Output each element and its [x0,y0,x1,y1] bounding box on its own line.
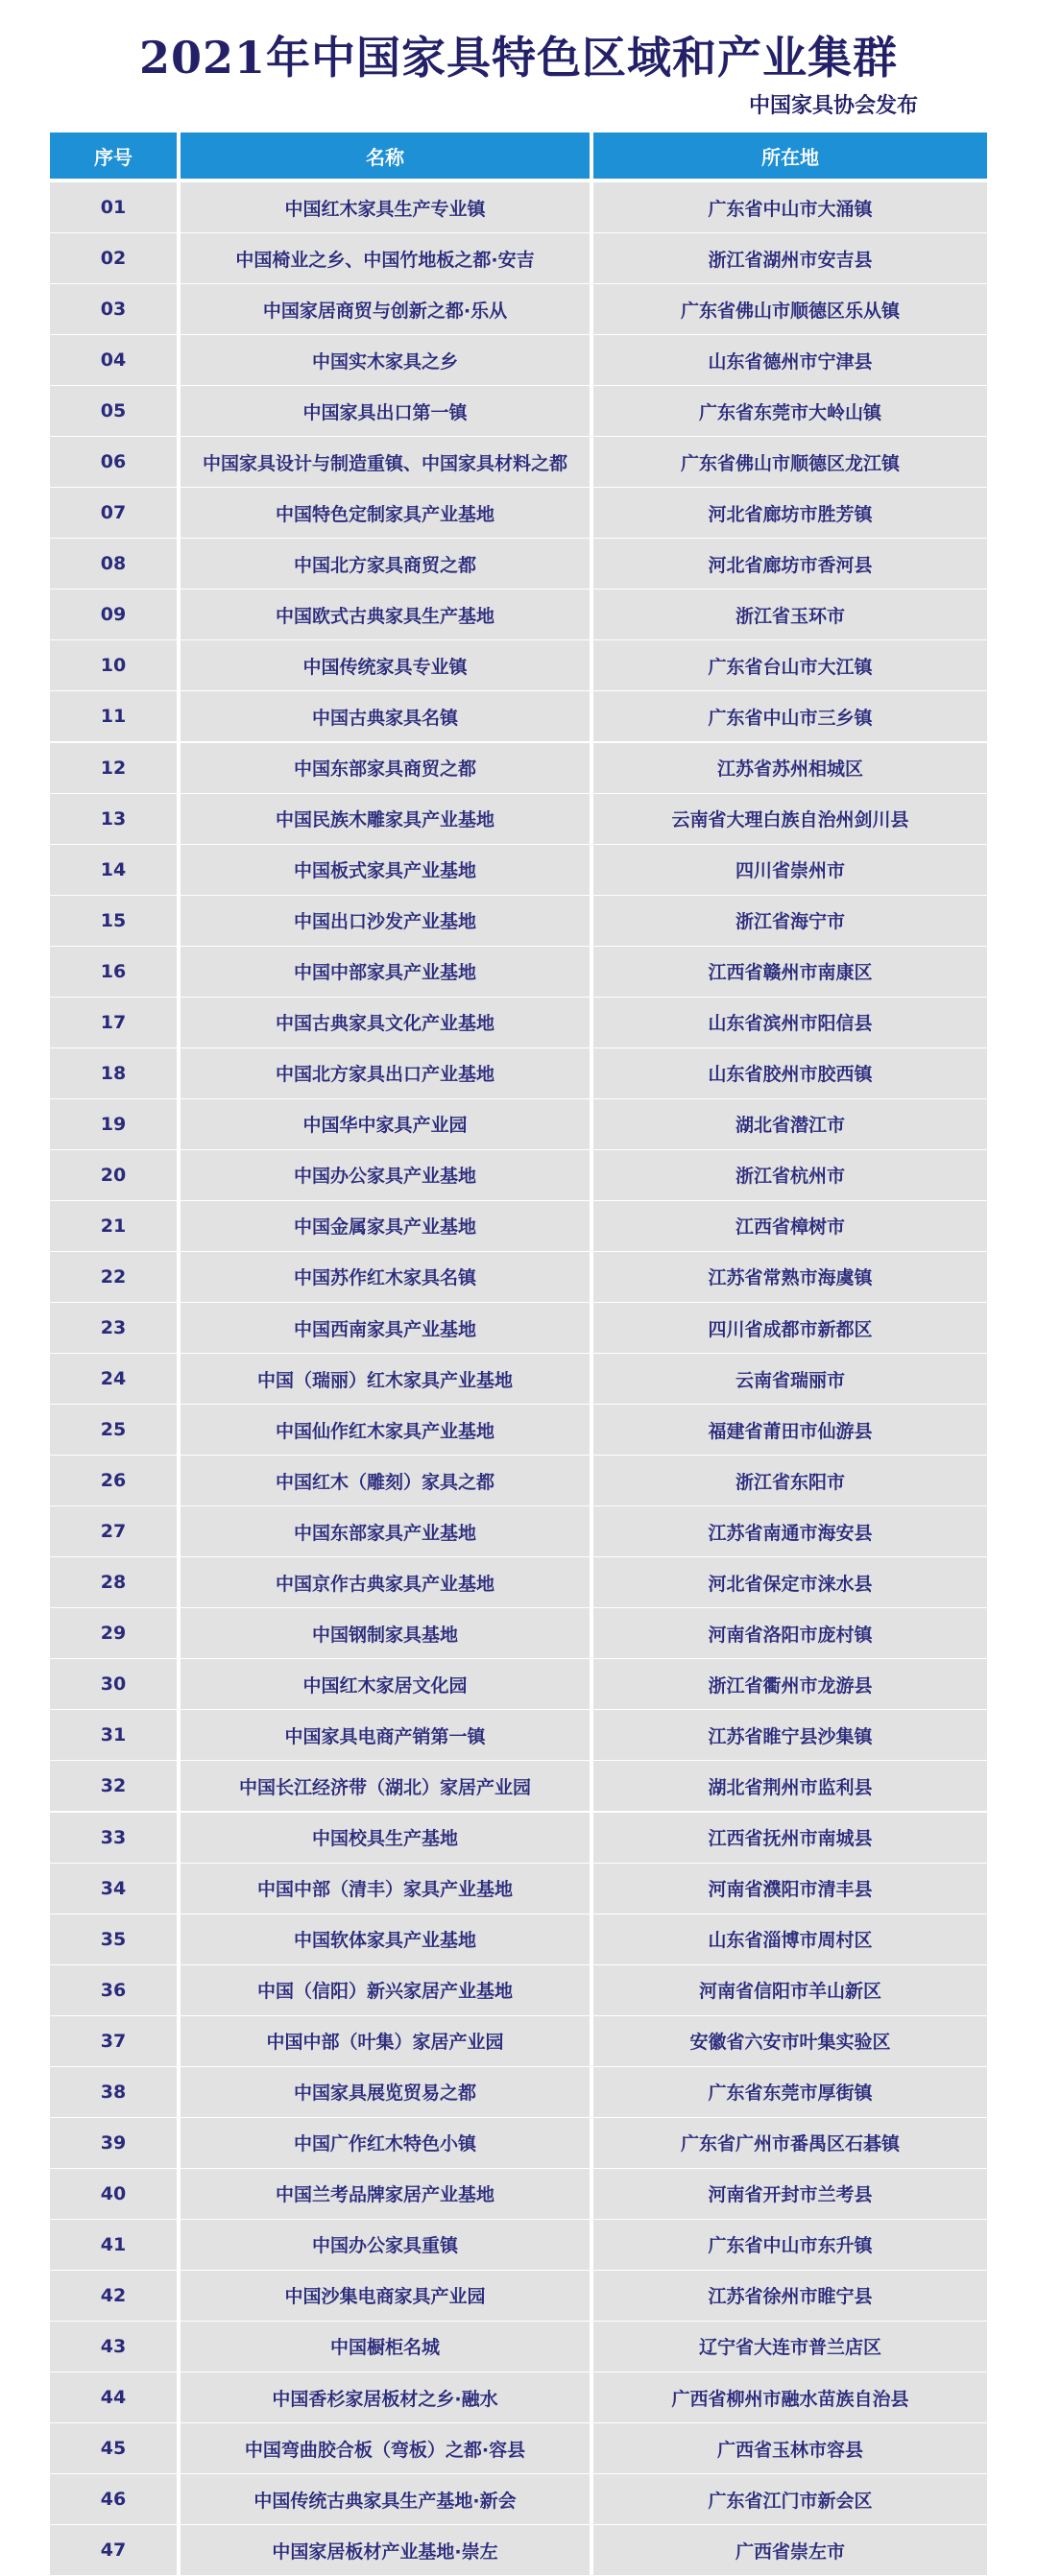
row-index: 15 [50,896,177,946]
table-body [50,182,987,2575]
table-row [50,386,987,436]
row-location: 河南省洛阳市庞村镇 [593,1608,987,1658]
row-name: 中国古典家具名镇 [181,691,590,741]
row-location: 广东省中山市大涌镇 [593,182,987,232]
row-index: 08 [50,539,177,589]
row-location: 山东省胶州市胶西镇 [593,1048,987,1098]
row-index: 45 [50,2423,177,2473]
row-location: 云南省大理白族自治州剑川县 [593,794,987,844]
row-name: 中国传统家具专业镇 [181,640,590,690]
row-location: 广东省广州市番禺区石碁镇 [593,2118,987,2168]
row-location: 云南省瑞丽市 [593,1354,987,1404]
row-location: 广东省江门市新会区 [593,2474,987,2524]
row-index: 38 [50,2067,177,2117]
table-row [50,896,987,946]
row-name: 中国金属家具产业基地 [181,1201,590,1251]
row-name: 中国北方家具出口产业基地 [181,1048,590,1098]
row-location: 浙江省杭州市 [593,1150,987,1200]
row-name: 中国弯曲胶合板（弯板）之都·容县 [181,2423,590,2473]
table-row [50,284,987,334]
row-index: 03 [50,284,177,334]
table-row [50,1506,987,1556]
row-name: 中国红木家具生产专业镇 [181,182,590,232]
table-row [50,1150,987,1200]
table-row [50,1761,987,1811]
row-location: 江苏省苏州相城区 [593,743,987,793]
row-name: 中国椅业之乡、中国竹地板之都·安吉 [181,233,590,283]
table-row [50,845,987,895]
row-name: 中国钢制家具基地 [181,1608,590,1658]
table-row [50,998,987,1047]
row-name: 中国兰考品牌家居产业基地 [181,2169,590,2219]
row-location: 湖北省潜江市 [593,1099,987,1149]
publisher-label: 中国家具协会发布 [748,94,918,118]
row-name: 中国办公家具重镇 [181,2220,590,2270]
row-index: 47 [50,2525,177,2575]
table-row [50,743,987,793]
table-row [50,590,987,639]
row-name: 中国家具电商产销第一镇 [181,1710,590,1760]
row-index: 27 [50,1506,177,1556]
row-location: 河南省开封市兰考县 [593,2169,987,2219]
row-index: 14 [50,845,177,895]
table-row [50,488,987,538]
row-location: 江西省赣州市南康区 [593,947,987,997]
row-name: 中国中部（清丰）家具产业基地 [181,1864,590,1914]
row-name: 中国传统古典家具生产基地·新会 [181,2474,590,2524]
row-name: 中国民族木雕家具产业基地 [181,794,590,844]
row-location: 浙江省东阳市 [593,1456,987,1505]
row-location: 广西省崇左市 [593,2525,987,2575]
row-location: 河南省濮阳市清丰县 [593,1864,987,1914]
row-name: 中国香杉家居板材之乡·融水 [181,2372,590,2422]
table-row [50,1048,987,1098]
row-location: 安徽省六安市叶集实验区 [593,2016,987,2066]
row-location: 广东省佛山市顺德区乐从镇 [593,284,987,334]
row-location: 江苏省徐州市睢宁县 [593,2271,987,2321]
row-name: 中国家居板材产业基地·崇左 [181,2525,590,2575]
table-row [50,1456,987,1505]
row-name: 中国长江经济带（湖北）家居产业园 [181,1761,590,1811]
row-index: 43 [50,2322,177,2371]
row-index: 28 [50,1557,177,1607]
row-location: 江西省樟树市 [593,1201,987,1251]
row-location: 河北省廊坊市香河县 [593,539,987,589]
row-name: 中国沙集电商家具产业园 [181,2271,590,2321]
row-index: 31 [50,1710,177,1760]
row-name: 中国中部家具产业基地 [181,947,590,997]
row-index: 22 [50,1252,177,1302]
row-name: 中国（瑞丽）红木家具产业基地 [181,1354,590,1404]
table-row [50,2271,987,2321]
table-row [50,2474,987,2524]
table-row [50,1659,987,1709]
table-row [50,1914,987,1964]
row-location: 四川省成都市新都区 [593,1303,987,1353]
row-location: 浙江省湖州市安吉县 [593,233,987,283]
row-index: 02 [50,233,177,283]
row-location: 浙江省衢州市龙游县 [593,1659,987,1709]
row-name: 中国广作红木特色小镇 [181,2118,590,2168]
table-row [50,182,987,232]
row-location: 广西省柳州市融水苗族自治县 [593,2372,987,2422]
row-index: 16 [50,947,177,997]
table-row [50,2372,987,2422]
row-location: 江苏省南通市海安县 [593,1506,987,1556]
cluster-table [50,132,987,2576]
row-index: 35 [50,1914,177,1964]
row-location: 江苏省常熟市海虞镇 [593,1252,987,1302]
row-index: 40 [50,2169,177,2219]
table-row [50,1813,987,1863]
row-index: 42 [50,2271,177,2321]
table-row [50,691,987,741]
row-index: 30 [50,1659,177,1709]
row-index: 18 [50,1048,177,1098]
row-name: 中国仙作红木家具产业基地 [181,1405,590,1455]
table-row [50,947,987,997]
row-index: 44 [50,2372,177,2422]
row-index: 09 [50,590,177,639]
table-row [50,794,987,844]
row-name: 中国家具设计与制造重镇、中国家具材料之都 [181,437,590,487]
row-location: 广东省东莞市厚街镇 [593,2067,987,2117]
row-name: 中国京作古典家具产业基地 [181,1557,590,1607]
table-row [50,1303,987,1353]
row-name: 中国橱柜名城 [181,2322,590,2371]
row-name: 中国红木（雕刻）家具之都 [181,1456,590,1505]
row-name: 中国出口沙发产业基地 [181,896,590,946]
table-row [50,1252,987,1302]
header-index: 序号 [50,132,177,179]
row-location: 广东省佛山市顺德区龙江镇 [593,437,987,487]
row-index: 25 [50,1405,177,1455]
table-row [50,1608,987,1658]
row-index: 46 [50,2474,177,2524]
table-row [50,1099,987,1149]
table-row [50,539,987,589]
row-name: 中国办公家具产业基地 [181,1150,590,1200]
table-row [50,2423,987,2473]
row-location: 广东省中山市三乡镇 [593,691,987,741]
row-index: 10 [50,640,177,690]
table-row [50,2322,987,2371]
row-name: 中国苏作红木家具名镇 [181,1252,590,1302]
row-name: 中国红木家居文化园 [181,1659,590,1709]
table-row [50,1864,987,1914]
row-index: 29 [50,1608,177,1658]
table-row [50,1354,987,1404]
row-index: 34 [50,1864,177,1914]
row-name: 中国中部（叶集）家居产业园 [181,2016,590,2066]
row-location: 浙江省海宁市 [593,896,987,946]
row-name: 中国东部家具商贸之都 [181,743,590,793]
row-location: 广东省台山市大江镇 [593,640,987,690]
page-title: 2021年中国家具特色区域和产业集群 [138,32,899,84]
table-row [50,640,987,690]
row-index: 23 [50,1303,177,1353]
row-name: 中国华中家具产业园 [181,1099,590,1149]
row-name: 中国校具生产基地 [181,1813,590,1863]
table-row [50,2220,987,2270]
row-location: 山东省德州市宁津县 [593,335,987,385]
row-index: 19 [50,1099,177,1149]
row-index: 26 [50,1456,177,1505]
row-location: 四川省崇州市 [593,845,987,895]
table-row [50,2169,987,2219]
row-index: 41 [50,2220,177,2270]
row-index: 04 [50,335,177,385]
row-index: 01 [50,182,177,232]
row-name: 中国东部家具产业基地 [181,1506,590,1556]
row-index: 36 [50,1965,177,2015]
row-location: 福建省莆田市仙游县 [593,1405,987,1455]
row-location: 浙江省玉环市 [593,590,987,639]
row-index: 06 [50,437,177,487]
row-name: 中国古典家具文化产业基地 [181,998,590,1047]
row-index: 33 [50,1813,177,1863]
row-location: 江西省抚州市南城县 [593,1813,987,1863]
row-index: 39 [50,2118,177,2168]
row-location: 广东省东莞市大岭山镇 [593,386,987,436]
table-row [50,1710,987,1760]
table-row [50,2016,987,2066]
row-name: 中国家具出口第一镇 [181,386,590,436]
table-row [50,437,987,487]
row-name: 中国特色定制家具产业基地 [181,488,590,538]
table-row [50,2118,987,2168]
table-row [50,335,987,385]
header-name: 名称 [181,132,590,179]
row-name: 中国家居商贸与创新之都·乐从 [181,284,590,334]
row-location: 河北省廊坊市胜芳镇 [593,488,987,538]
header-location: 所在地 [593,132,987,179]
row-index: 24 [50,1354,177,1404]
row-name: 中国（信阳）新兴家居产业基地 [181,1965,590,2015]
table-row [50,1965,987,2015]
row-index: 21 [50,1201,177,1251]
table-row [50,233,987,283]
row-location: 河南省信阳市羊山新区 [593,1965,987,2015]
row-location: 湖北省荆州市监利县 [593,1761,987,1811]
row-location: 山东省淄博市周村区 [593,1914,987,1964]
table-row [50,2525,987,2575]
row-index: 37 [50,2016,177,2066]
row-index: 13 [50,794,177,844]
row-name: 中国欧式古典家具生产基地 [181,590,590,639]
row-location: 广西省玉林市容县 [593,2423,987,2473]
table-row [50,1557,987,1607]
table-row [50,1201,987,1251]
row-index: 20 [50,1150,177,1200]
table-header-row [50,132,987,179]
row-name: 中国西南家具产业基地 [181,1303,590,1353]
row-index: 12 [50,743,177,793]
row-location: 广东省中山市东升镇 [593,2220,987,2270]
row-location: 河北省保定市涞水县 [593,1557,987,1607]
row-index: 17 [50,998,177,1047]
row-location: 江苏省睢宁县沙集镇 [593,1710,987,1760]
table-row [50,1405,987,1455]
row-index: 05 [50,386,177,436]
row-name: 中国板式家具产业基地 [181,845,590,895]
row-name: 中国北方家具商贸之都 [181,539,590,589]
row-index: 11 [50,691,177,741]
row-location: 山东省滨州市阳信县 [593,998,987,1047]
row-name: 中国家具展览贸易之都 [181,2067,590,2117]
table-row [50,2067,987,2117]
row-name: 中国实木家具之乡 [181,335,590,385]
row-index: 32 [50,1761,177,1811]
row-index: 07 [50,488,177,538]
row-name: 中国软体家具产业基地 [181,1914,590,1964]
row-location: 辽宁省大连市普兰店区 [593,2322,987,2371]
